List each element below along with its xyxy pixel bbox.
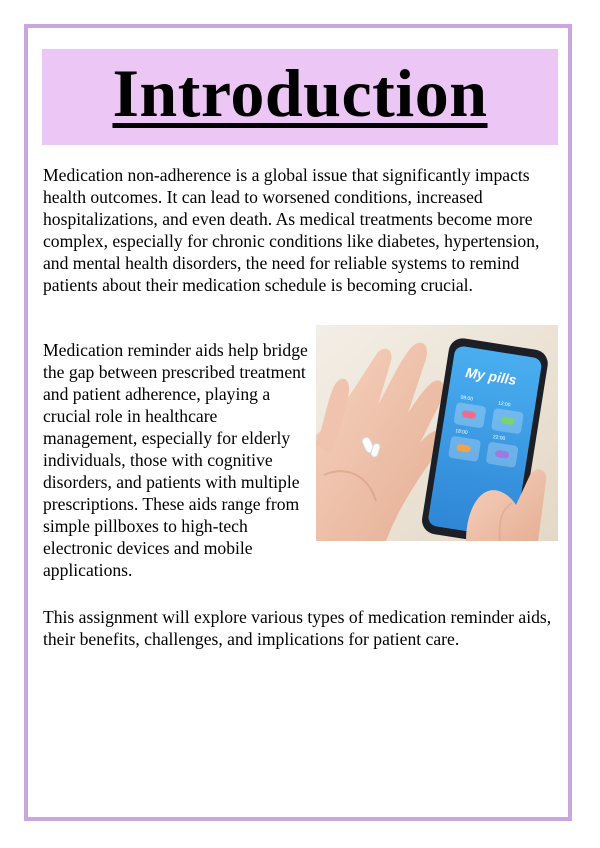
intro-paragraph-2: Medication reminder aids help bridge the gap between prescribed treatment and patient adherence, playing a crucial role in healthcare management, especially for elderly individuals, those with cognitive disorders, and patients with multiple prescriptions. These aids range from simple pillboxes to high-tech electronic devices and mobile applications. [43, 340, 308, 580]
intro-paragraph-3: This assignment will explore various types of medication reminder aids, their benefits, challenges, and implications for patient care. [43, 607, 552, 649]
page-title: Introduction [112, 55, 488, 131]
title-banner [42, 49, 558, 145]
pill-time-2: 12:00 [497, 400, 511, 409]
pill-time-1: 08:00 [460, 394, 474, 403]
intro-paragraph-1: Medication non-adherence is a global issue that significantly impacts health outcomes. It can lead to worsened conditions, increased hospitalizations, and even death. As medical treatments become more complex, especially for chronic conditions like diabetes, hypertension, and mental health disorders, the need for reliable systems to remind patients about their medication schedule is becoming crucial. [43, 165, 540, 295]
intro-paragraph-2-block [43, 339, 558, 581]
medication-app-photo [316, 325, 558, 541]
pill-time-4: 22:00 [492, 434, 506, 443]
pill-time-3: 18:00 [454, 428, 469, 437]
app-title-text: My pills [464, 364, 518, 388]
